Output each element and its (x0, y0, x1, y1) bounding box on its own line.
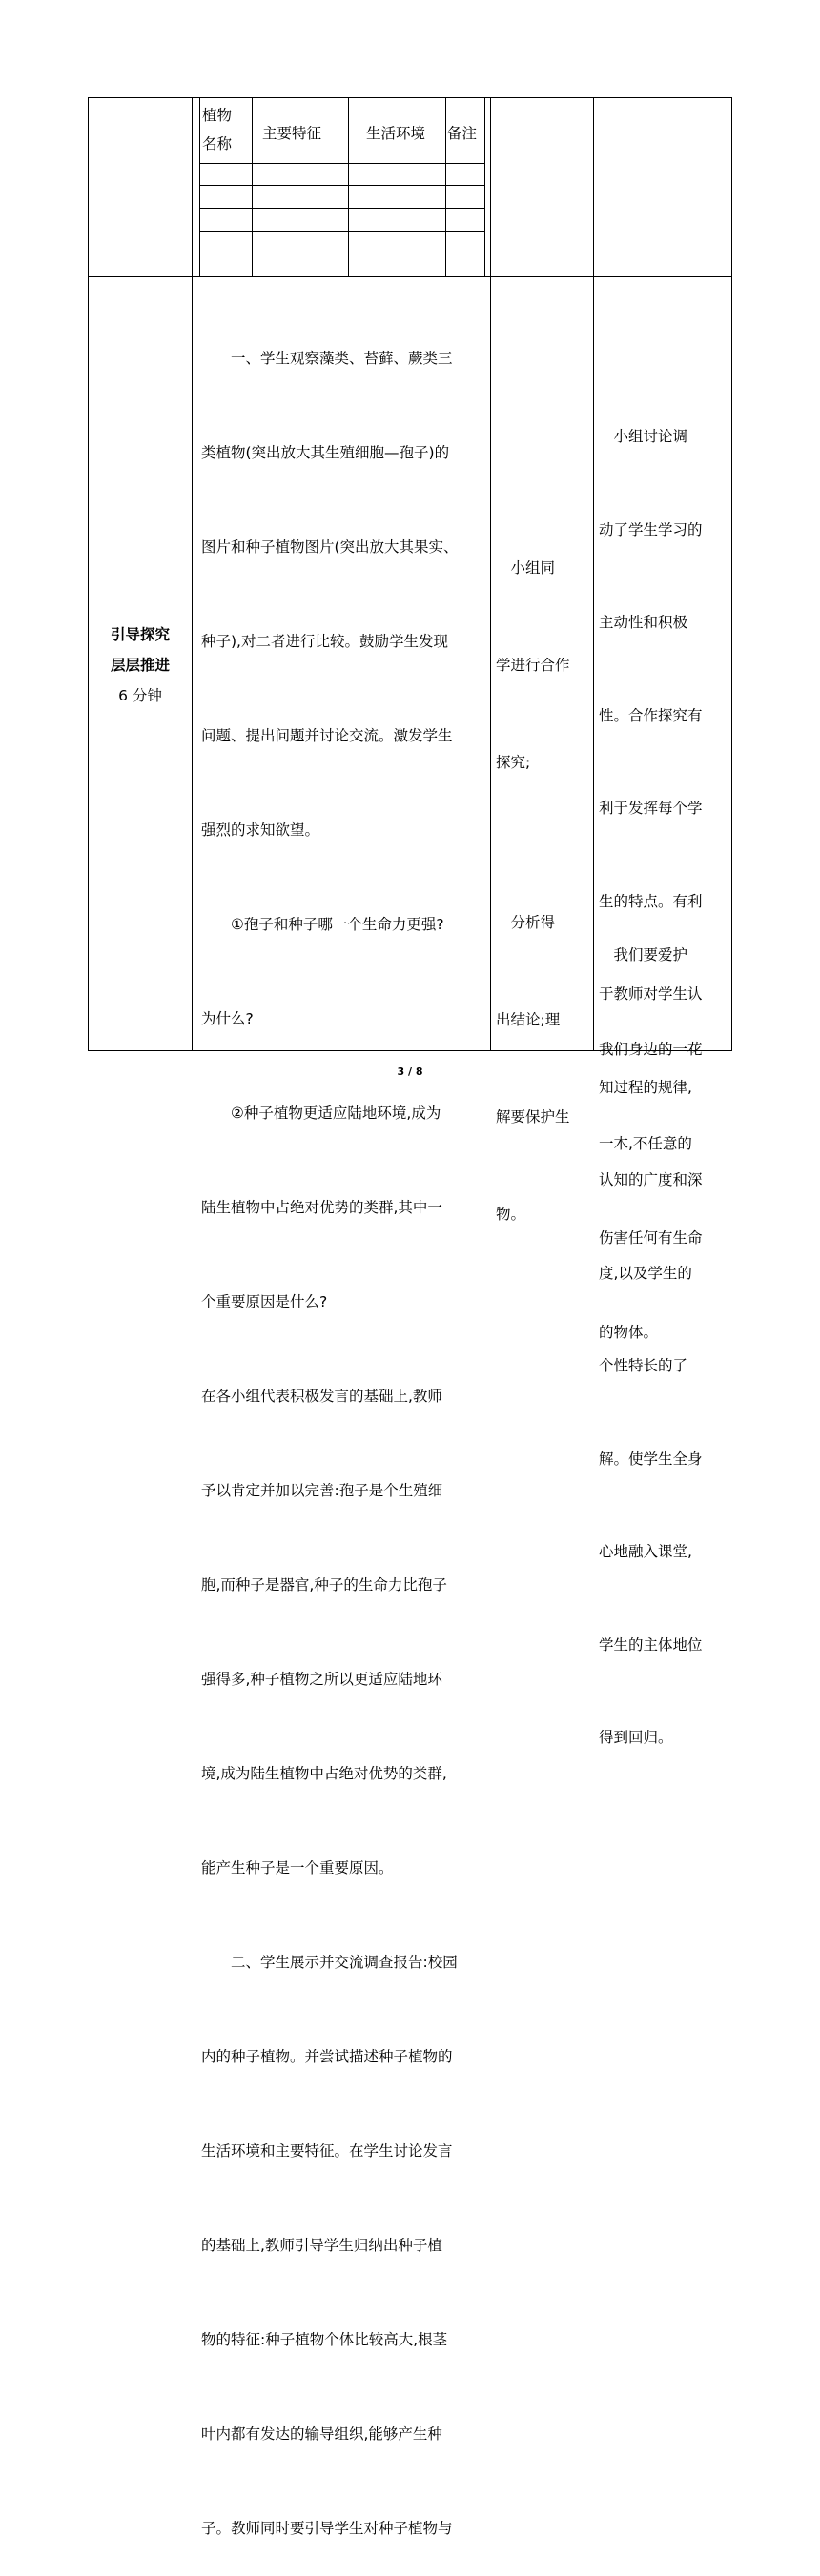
plant-table-border (199, 163, 485, 164)
table-border (192, 97, 193, 1051)
teacher-line: 个重要原因是什么? (201, 1293, 328, 1310)
intent-line: 于教师对学生认 (599, 985, 703, 1003)
intent-line: 度,以及学生的 (599, 1264, 692, 1282)
intent-line: 个性特长的了 (599, 1357, 688, 1374)
plant-table-border (199, 208, 485, 209)
student-activity-1 (496, 487, 587, 811)
plant-table-header-name (202, 101, 232, 158)
intent-line: 心地融入课堂, (599, 1543, 692, 1560)
student-line: 小组同 (496, 559, 556, 577)
teacher-line: 为什么? (201, 1010, 254, 1027)
intent-line: 知过程的规律, (599, 1078, 692, 1096)
plant-table-border (199, 185, 485, 186)
intent-line: 得到回归。 (599, 1729, 673, 1746)
page-number: 3 / 8 (397, 1065, 423, 1078)
header-name-line1: 植物 (202, 107, 233, 124)
student-line: 物。 (496, 1206, 526, 1223)
intent-line: 我们要爱护 (599, 946, 688, 963)
plant-table-border (252, 97, 253, 276)
plant-table-border (199, 231, 485, 232)
table-border (490, 97, 491, 1051)
teacher-line: 的基础上,教师引导学生归纳出种子植 (201, 2237, 442, 2254)
student-line: 分析得 (496, 914, 556, 931)
intent-line: 生的特点。有利 (599, 892, 703, 910)
intent-line: 动了学生学习的 (599, 520, 703, 538)
plant-table-border (445, 97, 446, 276)
teacher-line: 物的特征:种子植物个体比较高大,根茎 (201, 2331, 448, 2348)
teacher-line: 境,成为陆生植物中占绝对优势的类群, (201, 1765, 447, 1782)
intent-line: 学生的主体地位 (599, 1635, 703, 1653)
teacher-line: 内的种子植物。并尝试描述种子植物的 (201, 2048, 453, 2065)
intent-line: 伤害任何有生命 (599, 1229, 703, 1247)
teacher-line: ①孢子和种子哪一个生命力更强? (201, 916, 444, 933)
stage-title-line1: 引导探究 (110, 626, 170, 643)
table-border (88, 276, 732, 277)
table-border (88, 97, 89, 1051)
teacher-line: 强得多,种子植物之所以更适应陆地环 (201, 1671, 442, 1688)
student-line: 解要保护生 (496, 1108, 570, 1126)
intent-line: 一木,不任意的 (599, 1135, 692, 1152)
plant-table-border (484, 97, 485, 276)
plant-table-header-feature: 主要特征 (262, 125, 322, 142)
teacher-line: 陆生植物中占绝对优势的类群,其中一 (201, 1199, 442, 1216)
plant-table-border (199, 97, 200, 276)
teacher-line: 能产生种子是一个重要原因。 (201, 1859, 394, 1876)
teacher-line: 胞,而种子是器官,种子的生命力比孢子 (201, 1576, 447, 1593)
plant-table-header-environment: 生活环境 (366, 125, 426, 142)
table-border (731, 97, 732, 1051)
teacher-line: 子。教师同时要引导学生对种子植物与 (201, 2520, 453, 2537)
teacher-line: 图片和种子植物图片(突出放大其果实、 (201, 538, 459, 556)
student-line: 出结论;理 (496, 1011, 561, 1028)
teacher-line: 在各小组代表积极发言的基础上,教师 (201, 1388, 442, 1405)
teacher-line: 问题、提出问题并讨论交流。激发学生 (201, 727, 453, 744)
plant-table-border (348, 97, 349, 276)
teacher-line: 类植物(突出放大其生殖细胞—孢子)的 (201, 444, 450, 461)
plant-table-header-notes: 备注 (447, 125, 478, 142)
teacher-line: 叶内都有发达的输导组织,能够产生种 (201, 2425, 442, 2443)
teacher-line: 生活环境和主要特征。在学生讨论发言 (201, 2142, 453, 2160)
intent-line: 认知的广度和深 (599, 1171, 703, 1188)
teacher-line: 一、学生观察藻类、苔藓、蕨类三 (201, 350, 453, 367)
intent-line: 我们身边的一花 (599, 1041, 703, 1058)
teacher-line: ②种子植物更适应陆地环境,成为 (201, 1105, 441, 1122)
stage-title-line2: 层层推进 (110, 657, 170, 674)
student-line: 学进行合作 (496, 657, 570, 674)
header-name-line2: 名称 (202, 135, 233, 152)
intent-line: 解。使学生全身 (599, 1450, 703, 1468)
student-line: 探究; (496, 754, 531, 771)
intent-line: 主动性和积极 (599, 614, 688, 631)
stage-time: 6 分钟 (118, 687, 162, 704)
design-intent-2 (599, 877, 728, 1380)
table-border (88, 97, 732, 98)
teacher-line: 二、学生展示并交流调查报告:校园 (201, 1954, 458, 1971)
intent-line: 小组讨论调 (599, 428, 688, 445)
intent-line: 性。合作探究有 (599, 706, 703, 724)
intent-line: 利于发挥每个学 (599, 800, 703, 817)
teacher-line: 强烈的求知欲望。 (201, 821, 320, 839)
student-activity-2 (496, 842, 587, 1263)
stage-label (89, 619, 192, 711)
intent-line: 的物体。 (599, 1324, 659, 1341)
teacher-line: 种子),对二者进行比较。鼓励学生发现 (201, 633, 448, 650)
teacher-activity (201, 280, 487, 2576)
table-border (593, 97, 594, 1051)
teacher-line: 予以肯定并加以完善:孢子是个生殖细 (201, 1482, 443, 1499)
